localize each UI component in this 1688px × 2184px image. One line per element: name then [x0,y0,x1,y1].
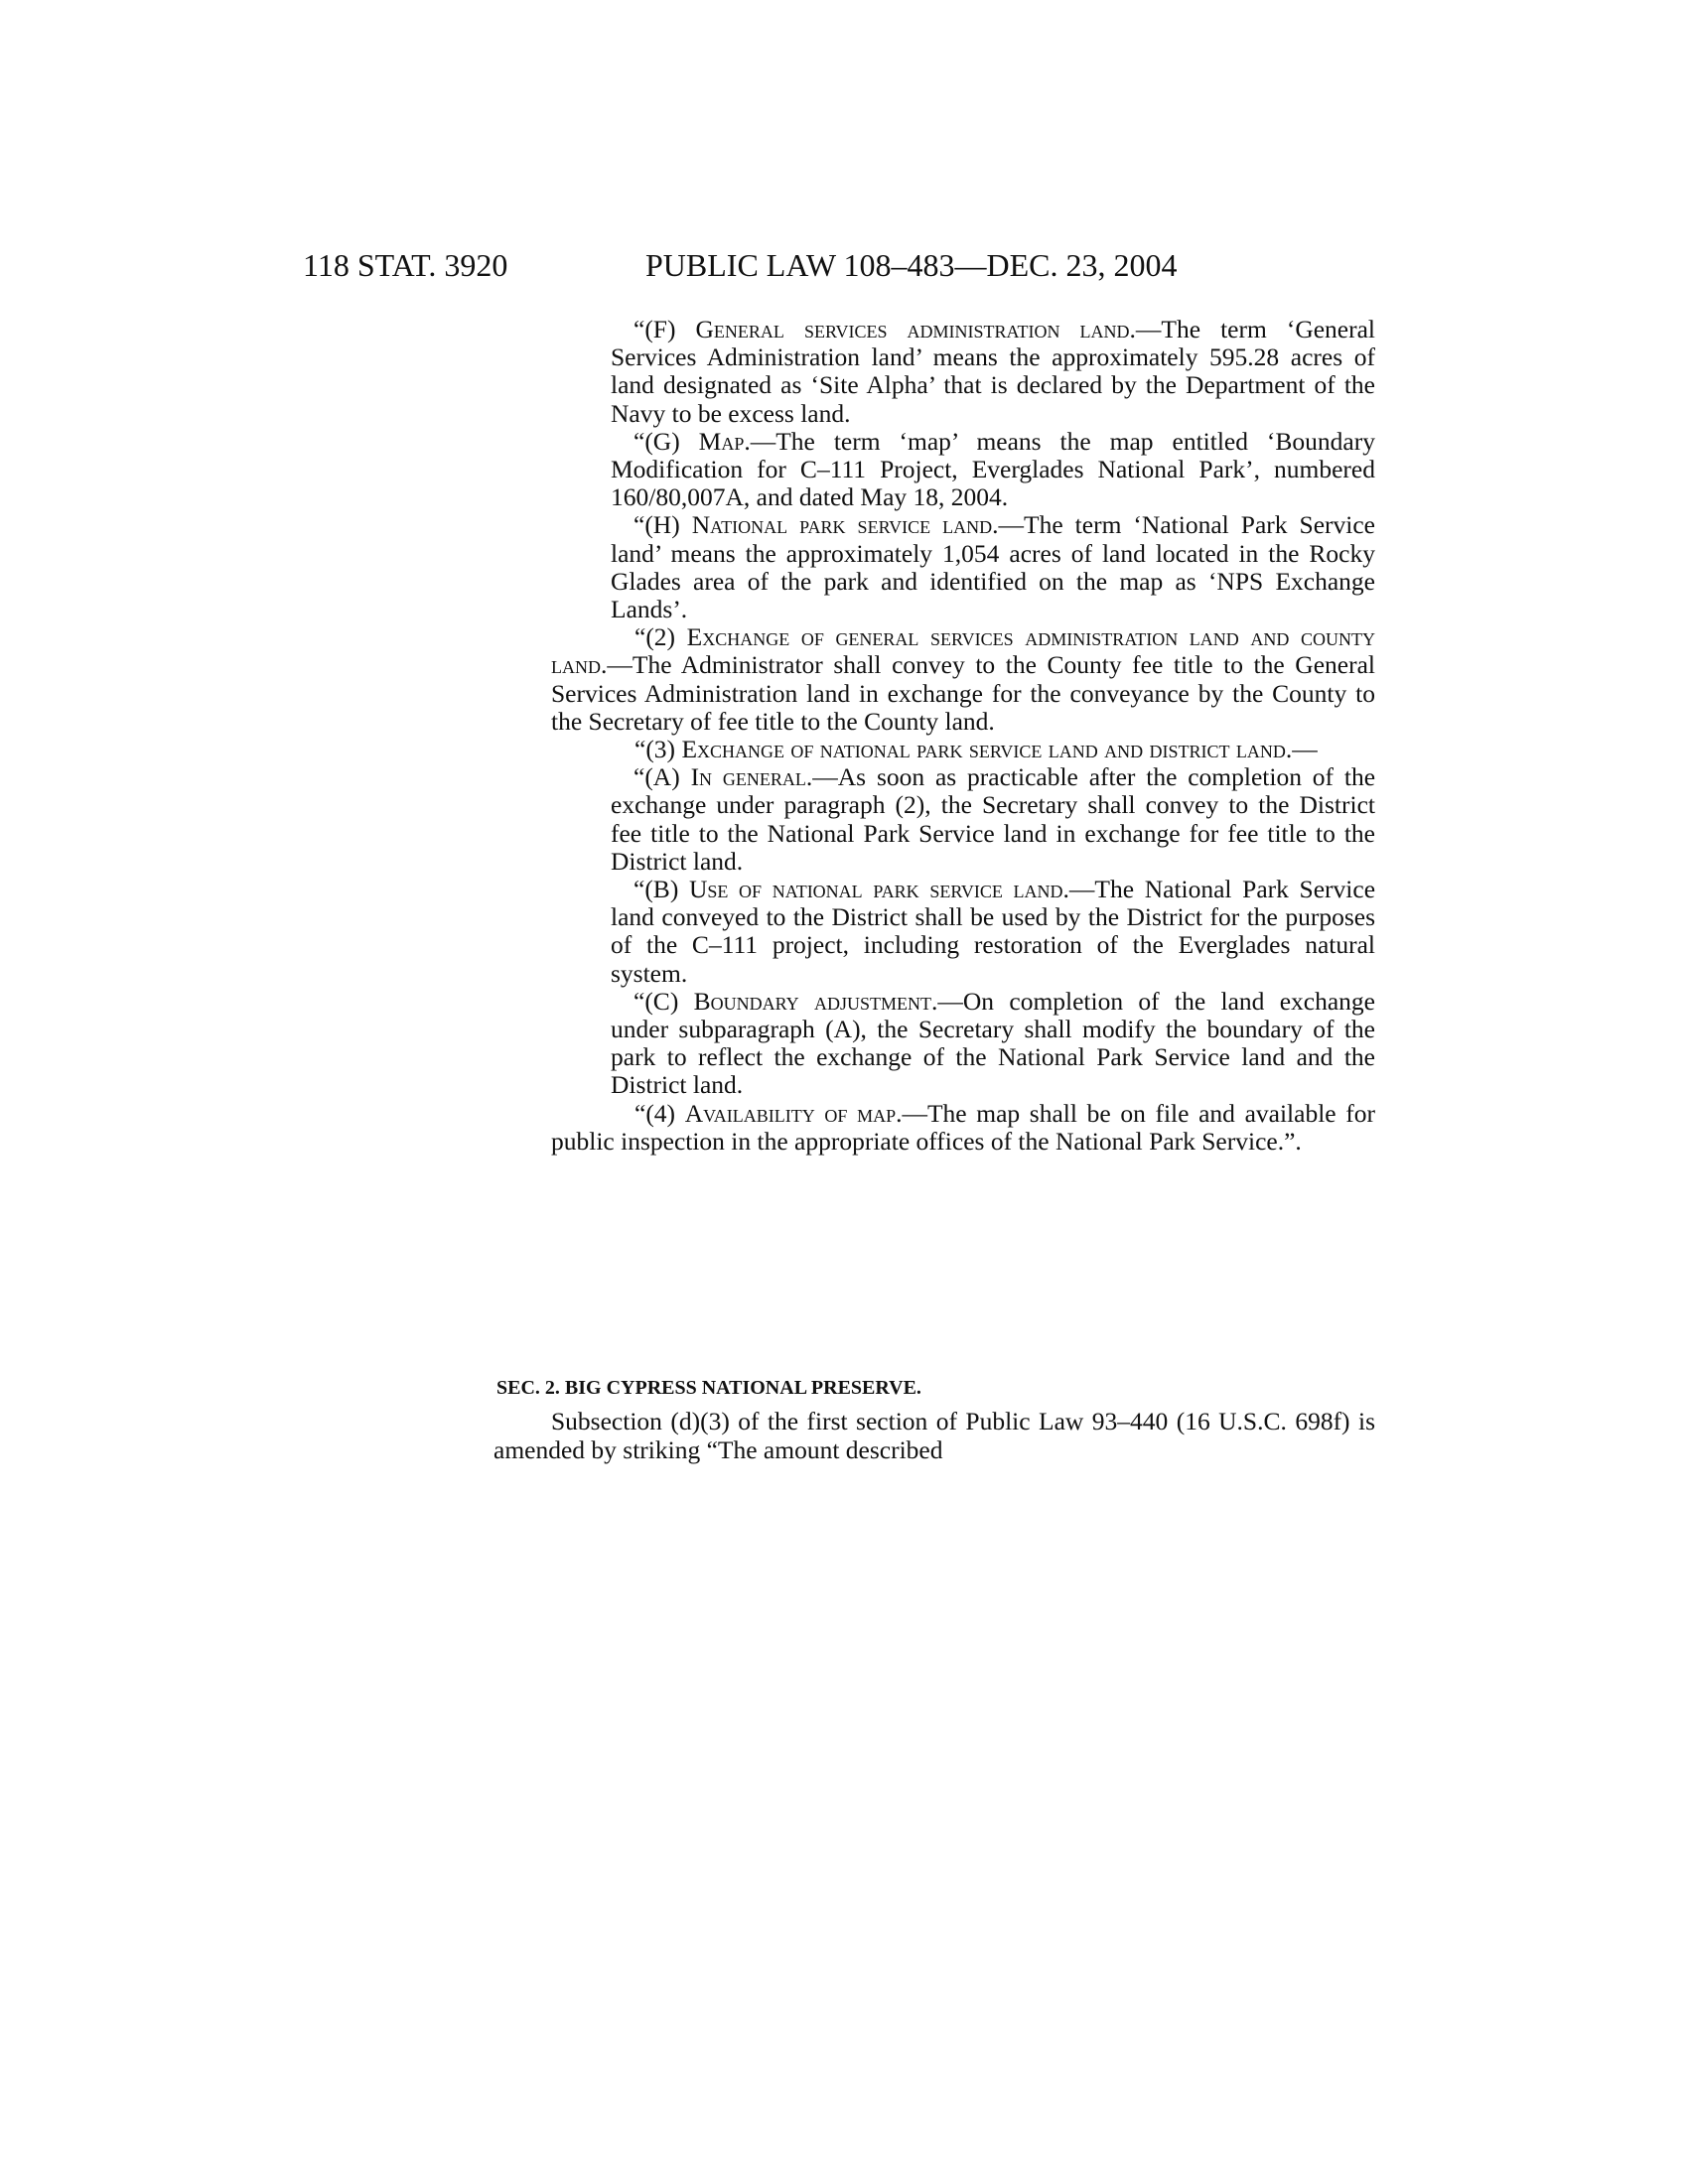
paragraph-heading: National park service land [691,510,993,540]
paragraph-heading: In general [690,762,806,792]
document-body [551,316,1375,1156]
paragraph-3b [551,876,1375,988]
paragraph-3c [551,988,1375,1100]
section-heading: SEC. 2. BIG CYPRESS NATIONAL PRESERVE. [496,1377,921,1399]
paragraph-text: .—The National Park Service land conveyed to the District shall be used by the District for the purposes of the C–111 project, including restoration of the Everglades natural system. [611,875,1376,988]
law-title: PUBLIC LAW 108–483—DEC. 23, 2004 [645,247,1178,283]
paragraph-lead: “(B) [633,875,689,904]
paragraph-text: .—As soon as practicable after the completion of the exchange under paragraph (2), the Secretary shall convey to the District fee title to the National Park Service land in exchange for fee title to the District land. [611,762,1376,876]
paragraph-lead: “(F) [633,315,696,343]
paragraph-3a [551,763,1375,876]
paragraph-text: .—On completion of the land exchange under subparagraph (A), the Secretary shall modify the boundary of the park to reflect the exchange of the National Park Service land and the District land. [611,986,1375,1100]
paragraph-lead: “(A) [633,762,691,792]
statute-reference: 118 STAT. 3920 [303,247,508,283]
paragraph-text: .— [1285,735,1318,764]
paragraph-lead: “(C) [633,986,694,1016]
paragraph-f [551,316,1375,428]
paragraph-heading: Availability of map [684,1098,897,1128]
paragraph-text: .—The term ‘map’ means the map entitled ‘Boundary Modification for C–111 Project, Everglades National Park’, numbered 160/80,007A, and dated May 18, 2004. [611,426,1375,512]
paragraph-lead: “(2) [634,622,687,652]
section-paragraph: Subsection (d)(3) of the first section of Public Law 93–440 (16 U.S.C. 698f) is amended by striking “The amount described [493,1407,1375,1464]
paragraph-lead: “(4) [634,1098,685,1128]
paragraph-4 [551,1100,1375,1156]
paragraph-h [551,511,1375,623]
page-header [0,245,1688,285]
paragraph-text: .—The map shall be on file and available for public inspection in the appropriate offices of the National Park Service.”. [551,1098,1375,1156]
paragraph-lead: “(G) [633,426,699,456]
paragraph-text: .—The term ‘National Park Service land’ means the approximately 1,054 acres of land located in the Rocky Glades area of the park and identified on the map as ‘NPS Exchange Lands’. [611,510,1375,624]
paragraph-text: .—The term ‘General Services Administration land’ means the approximately 595.28 acres of land designated as ‘Site Alpha’ that is declared by the Department of the Navy to be excess land. [611,315,1376,428]
paragraph-heading: General services administration land [695,315,1130,343]
paragraph-heading: Boundary adjustment [693,986,931,1016]
paragraph-lead: “(H) [633,510,692,540]
paragraph-lead: “(3) [634,735,682,764]
paragraph-heading: Map [698,426,745,456]
paragraph-2 [551,623,1375,736]
section-body [493,1408,1375,1464]
paragraph-text: .—The Administrator shall convey to the County fee title to the General Services Administration land in exchange for the conveyance by the County to the Secretary of fee title to the County land. [551,650,1375,736]
paragraph-heading: Exchange of national park service land and district land [681,735,1286,764]
paragraph-g [551,428,1375,512]
paragraph-heading: Use of national park service land [688,875,1063,904]
paragraph-heading: Exchange of general services administration land and county land [551,622,1375,680]
paragraph-3 [551,736,1375,763]
